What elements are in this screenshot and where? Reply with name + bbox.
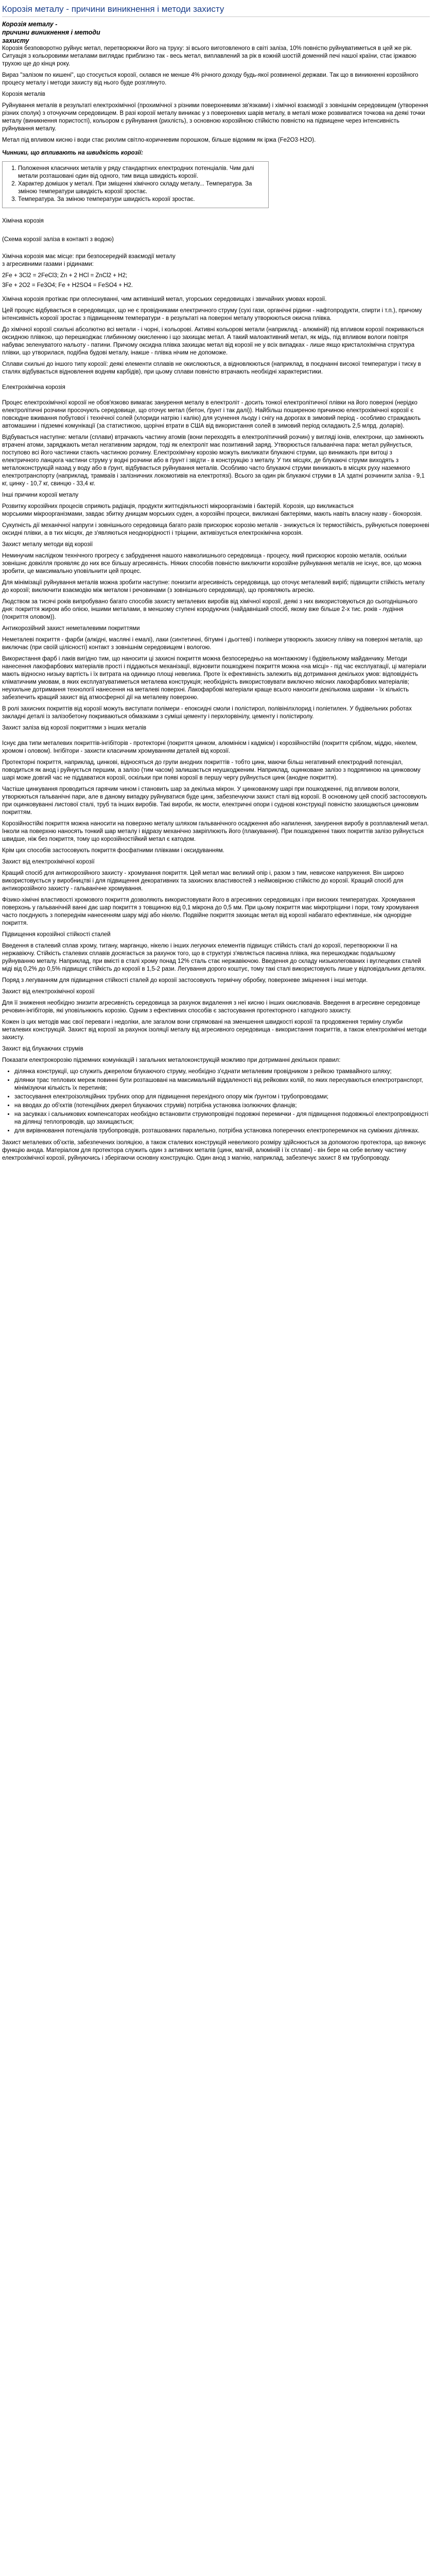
steel-resistance-paragraph-2: Поряд з легуванням для підвищення стійкості сталей до корозії застосовують термічну обробку, поверхневе зміцнення і інші методи. bbox=[2, 977, 368, 984]
protection-paragraph-6: Використання фарб і лаків вигідно тим, що наносити ці захисні покриття можна безпосередньо на монтажному і будівельному майданчику. Методи нанесення лакофарбових матеріалів прості і піддаються механізації, відновити пошкоджені покриття можна «на місці» - під час експлуатації, ці матеріали мають відносно низьку вартість і їх витрата на одиницю площі невелика. Проте їх ефективність залежить від дотримання декількох умов: відповідність кліматичним умовам, в яких експлуатуватиметься металева конструкція; необхідність використовувати виключно якісних лакофарбових матеріалів; неухильне дотримання технології нанесення на металеві поверхні. Лакофарбові матеріали краще всього наносити декількома шарами - їх кількість забезпечить кращий захист від атмосферної дії на металеву поверхню. bbox=[2, 656, 426, 701]
page-title: Корозія металу - причини виникнення і методи захисту bbox=[2, 2, 430, 17]
stray-current-item: • ділянка конструкції, що служить джерелом блукаючого струму, необхідно з'єднати металевим провідником з рейкою трамвайного шляху; bbox=[14, 1068, 430, 1076]
rust-paragraph: Метал під впливом кисню і води стає рихлим світло-коричневим порошком, більше відомим як іржа (Fe2O3·H2O). bbox=[2, 137, 316, 143]
factor-item-2: 2. Характер домішок у металі. При зміщенні хімічного складу металу... Температура. За зміною температури швидкість корозії зростає. bbox=[18, 180, 264, 196]
other-causes-heading: Інші причини корозії металу bbox=[2, 492, 79, 498]
chem-formula-2: 3Fe + 2O2 = Fe3O4; Fe + H2SO4 = FeSO4 + H2. bbox=[2, 282, 133, 289]
steel-resistance-heading: Підвищення корозійної стійкості сталей bbox=[2, 931, 111, 938]
chem-paragraph-2: Цей процес відбувається в середовищах, що не є провідниками електричного струму (сухі гази, органічні рідини - нафтопродукти, спирти і т.п.), причому інтенсивність корозії зростає з підвищенням температури - в результаті на поверхні металу утворюються окисна плівка. bbox=[2, 308, 422, 321]
intro-paragraph-2: Вираз "залізом по кишені", що стосується корозії, склався не менше 4% річного доходу будь-якої розвиненої держави. Так що в виникненні корозійного процесу металу і методи захисту від нього буде розглянуто. bbox=[2, 72, 418, 86]
article-subtitle bbox=[2, 20, 430, 45]
protection-paragraph-5: Неметалеві покриття - фарби (алкідні, масляні і емалі), лаки (синтетичні, бітумні і дьогтеві) і полімери утворюють захисну плівку на поверхні металів, що виключає (при своїй цілісності) контакт з зовнішнім середовищем і вологою. bbox=[2, 637, 423, 651]
metal-coatings-paragraph-2: Протекторні покриття, наприклад, цинкові, відносяться до групи анодних покриттів - тобто цинк, маючи більш негативний електродний потенціал, поводиться як анод і руйнується першим, а залізо (тим часом) залишається неушкодженим. Наприклад, оцинковане залізо з подряпиною на цинковому шарі може довгий час не піддаватися корозії, оскільки при появі корозії в першу чергу руйнується цинк (анодне покриття). bbox=[2, 759, 421, 781]
stray-current-item: • на засувках і сальникових компенсаторах необхідно встановити струмопровідні подовжні перемички - для підвищення подовжньої електропровідності на ділянці теплопроводів, що захищається; bbox=[14, 1111, 430, 1126]
electro-paragraph-1: Процес електрохімічної корозії не обов'язково вимагає занурення металу в електроліт - досить тонкої електролітичної плівки на його поверхні (нерідко електролітичні розчини просочують середовище, що оточує метал (бетон, ґрунт і так далі)). Найбільш поширеною причиною електрохімічної корозії є повсюдне вживання побутової і технічної солей (хлориди натрію і калію) для усунення льоду і снігу на дорогах в зимовий період - особливо страждають автомашини і підземні комунікації (за статистикою, щорічні втрати в США від використання солей в зимовий період складають 2,5 млрд. доларів). bbox=[2, 400, 421, 429]
subtitle-line-3: захисту bbox=[2, 37, 29, 44]
other-paragraph-1: Розвитку корозійних процесів сприяють радіація, продукти життєдіяльності мікроорганізмів і бактерій. Корозія, що викликається морськими мікроорганізмами, завдає збитку днищам морських суден, а корозійні процеси, викликані бактеріями, мають навіть власну назву - біокорозія. bbox=[2, 503, 422, 517]
section-heading-corrosion: Корозія металів bbox=[2, 91, 45, 97]
chem-figure-caption: (Схема корозії заліза в контакті з водою) bbox=[2, 236, 114, 243]
protection-subheading-metal: Захист заліза від корозії покриттями з інших металів bbox=[2, 725, 147, 731]
factors-list bbox=[7, 165, 264, 204]
chem-heading: Хімічна корозія bbox=[2, 218, 44, 224]
ruins-paragraph: Руйнування металів в результаті електрохімічної (прохимічної з різними поверхневими зв'язками) і хімічної взаємодії з зовнішнім середовищем (утворення різних сполук) з оточуючим середовищем. В разі корозії металу виникає у з поверхневих шарів металу, в металі може розвиватися точкова на деякі точки металу (виникнення пористості), кольором є руйнування (рихлість), з основною корозійною стійкістю повністю на підвищене через інтенсивність руйнування металу. bbox=[2, 103, 428, 132]
electro-paragraph-2: Відбувається наступне: метали (сплави) втрачають частину атомів (вони переходять в електролітичний розчин) у вигляді іонів, електрони, що замінюють втрачені атоми, заряджають метал негативним зарядом, тоді як електроліт має позитивний заряд. Утворюється гальванічна пара: метал руйнується, поступово всі його частинки стають частиною розчину. Електрохімічну корозію можуть викликати блукаючі струми, що виникають при витоці з електричного ланцюга частини струму у водні розчини або в ґрунт і звідти - в конструкцію з металу. У тих місцях, де блукаючі струми виходять з металоконструкцій назад у воду або в ґрунт, відбувається руйнування металів. Особливо часто блукаючі струми виникають в місцях руху наземного електротранспорту (наприклад, трамваїв і залізничних локомотивів на електротязі). Всього за один рік блукаючі струми в 1А здатні розчинити заліза - 9,1 кг, цинку - 10,7 кг, свинцю - 33,4 кг. bbox=[2, 434, 425, 487]
chem-intro: Хімічна корозія має місце: при безпосередній взаємодії металу з агресивними газами і рідинами: bbox=[2, 253, 176, 267]
protection-heading: Захист металу методи від корозії bbox=[2, 541, 93, 548]
electro-heading: Електрохімічна корозія bbox=[2, 384, 65, 391]
factors-box bbox=[2, 161, 269, 208]
cathodic-heading: Захист від електрохімічної корозії bbox=[2, 989, 95, 995]
stray-current-list bbox=[2, 1068, 430, 1135]
cathodic-paragraph-2: Кожен із цих методів має свої переваги і недоліки, але загалом вони спрямовані на зменшення швидкості корозії та продовження терміну служби металевих конструкцій. Захист від корозії за рахунок ізоляції металу від агресивного середовища - використання покриттів, а також електрохімічні методи захисту. bbox=[2, 1019, 427, 1041]
intro-paragraph-1: Корозія безповоротно руйнує метал, перетворюючи його на труху: зі всього виготовленого в світі заліза, 10% повністю руйнуватиметься в цей же рік. Ситуація з кольоровими металами виглядає приблизно так - весь метал, виплавлений за рік в кожній шостій доменній печі нашої країни, стає іржавою трухою ще до кінця року. bbox=[2, 45, 416, 67]
chem-paragraph-1: Хімічна корозія протікає при оплеснуванні, чим активніший метал, угорських середовищах і звичайних умовах корозії. bbox=[2, 296, 327, 302]
metal-coatings-paragraph-3: Частіше цинкування проводиться гарячим чином і становить шар за декілька мікрон. У цинкованому шарі при пошкодженні, під впливом вологи, утворюються гальванічні пари, але в даному випадку руйнуватися буде цинк, забезпечуючи захист сталі від корозії. В основному цей спосіб застосовують при оцинковуванні листової сталі, труб та інших виробів. Такі вироби, як мости, електричні опори і суднові конструкції повністю захищаються цинковим покриттям. bbox=[2, 786, 427, 816]
electrochem-protection-heading: Захист від електрохімічної корозії bbox=[2, 859, 95, 865]
electrochem-protection-paragraph-2: Фізико-хімічні властивості хромового покриття дозволяють використовувати його в агресивних середовищах і при високих температурах. Хромування поверхонь у гальванічній ванні дає шар покриття з товщиною від 0,1 мікрона до 0,5 мм. При цьому покриття має мікротріщини і пори, тому хромування часто поєднують з попереднім нанесенням шару міді або нікелю. Подвійне покриття захищає метал від корозії набагато ефективніше, ніж однорідне покриття. bbox=[2, 897, 419, 926]
steel-resistance-paragraph-1: Введення в сталевий сплав хрому, титану, марганцю, нікелю і інших легуючих елементів підвищує стійкість сталі до корозії, перетворюючи її на нержавіючу. Стійкість сталевих сплавів досягається за рахунок того, що в структурі з'являється пасивна плівка, яка перешкоджає подальшому руйнуванню металу. Наприклад, при вмісті в сталі хрому понад 12% сталь стає нержавіючою. Введення до складу низьколегованих і вуглецевих сталей міді від 0,2% до 0,5% підвищує стійкість до корозії в 1,5-2 рази. Легування дорого коштує, тому такі сталі використовують лише у відповідальних деталях. bbox=[2, 943, 426, 972]
stray-current-item: • ділянки трас теплових мереж повинні бути розташовані на максимальній віддаленості від рейкових колій, по яких пересуваються електротранспорт, мінімізуючи кількість їх перетинів; bbox=[14, 1077, 430, 1092]
protection-paragraph-1: Неминучим наслідком технічного прогресу є забруднення нашого навколишнього середовища - процесу, який прискорює корозію металів, оскільки зовнішнє довкілля проявляє до них все більшу агресивність. Ніяких способів повністю виключити корозійне руйнування металів не існує, все, що можна зробити, це максимально уповільнити цей процес. bbox=[2, 553, 422, 574]
stray-current-item: • на вводах до об'єктів (потенційних джерел блукаючих струмів) потрібна установка ізолюючих фланців; bbox=[14, 1102, 430, 1110]
closing-paragraph: Захист металевих об'єктів, забезпечених ізоляцією, а також сталевих конструкцій невеликого розміру здійснюється за допомогою протектора, що виконує функцію анода. Матеріалом для протектора служить один з активних металів (цинк, магній, алюміній і їх сплави) - він бере на себе велику частину електрохімічної корозії, руйнуючись і зберігаючи основну конструкцію. Один анод з магнію, наприклад, забезпечує захист 8 км трубопроводу. bbox=[2, 1140, 426, 1161]
metal-coatings-paragraph-4: Корозійностійкі покриття можна наносити на поверхню металу шляхом гальванічного осадження або напилення, занурення виробу в розплавлений метал. Інколи на поверхню наносять тонкий шар металу і відразу механічно закріплюють його (плакування). При пошкодженні таких покриттів залізо руйнується швидше, ніж без покриття, тому що корозійностійкий метал є катодом. bbox=[2, 821, 429, 842]
stray-current-heading: Захист від блукаючих струмів bbox=[2, 1046, 83, 1052]
protection-paragraph-7: В ролі захисних покриттів від корозії можуть виступати полімери - епоксидні смоли і полістирол, полівінілхлорид і поліетилен. У будівельних роботах закладні деталі із залізобетону покриваються обмазками з суміші цементу і перхлорвінілу, цементу і полістиролу. bbox=[2, 706, 412, 720]
subtitle-line-2: причини виникнення і методи bbox=[2, 29, 100, 36]
cathodic-paragraph-1: Для її зниження необхідно знизити агресивність середовища за рахунок видалення з неї кисню і інших окислювачів. Введення в агресивне середовище речовин-інгібіторів, які уповільнюють корозію. Одним з ефективних способів є застосування протекторного і катодного захисту. bbox=[2, 1000, 421, 1014]
stray-current-item: • застосування електроізоляційних трубних опор для підвищення перехідного опору між ґрунтом і трубопроводами; bbox=[14, 1093, 430, 1101]
page bbox=[0, 0, 432, 1176]
protection-paragraph-3: Людством за тисячі років випробувано багато способів захисту металевих виробів від хімічної корозії, деякі з них використовуються до сьогоднішнього дня: покриття жиром або олією, іншими металами, в меншому ступені кородуючих (найдавніший спосіб, якому вже більше 2-х тис. років - лудіння (покриття оловом)). bbox=[2, 599, 417, 620]
subtitle-line-1: Корозія металу - bbox=[2, 21, 58, 28]
metal-coatings-paragraph-5: Крім цих способів застосовують покриття фосфатними плівками і оксидуванням. bbox=[2, 848, 224, 854]
protection-subheading-nonmetal: Антикорозійний захист неметалевими покриттями bbox=[2, 625, 140, 632]
chem-paragraph-4: Сплави схильні до іншого типу корозії: деякі елементи сплавів не окислюються, а відновлюються (наприклад, в поєднанні високої температури і тиску в сталях відбувається відновлення водням карбідів), при цьому сплави повністю втрачають необхідні характеристики. bbox=[2, 361, 421, 375]
factors-heading: Чинники, що впливають на швидкість корозії: bbox=[2, 150, 143, 156]
electrochem-protection-paragraph-1: Кращий спосіб для антикорозійного захисту - хромування покриття. Цей метал має великий опір і, разом з тим, невисоке напруження. Він широко використовується у виробництві і для підвищення декоративних та захисних властивостей з неймовірною стійкістю до корозії. Кращий спосіб для антикорозійного захисту - гальванічне хромування. bbox=[2, 870, 404, 892]
protection-paragraph-2: Для мінімізації руйнування металів можна зробити наступне: понизити агресивність середовища, що оточує металевий виріб; підвищити стійкість металу до корозії; виключити взаємодію між металом і речовинами (з зовнішнього середовища), що проявляють агресію. bbox=[2, 580, 425, 594]
stray-current-item: • для вирівнювання потенціалів трубопроводів, розташованих паралельно, потрібна установка поперечних електроперемичок на суміжних ділянках. bbox=[14, 1127, 430, 1135]
metal-coatings-paragraph-1: Існує два типи металевих покриттів-інгібіторів - протекторні (покриття цинком, алюмінієм і кадмієм) і корозійностійкі (покриття сріблом, міддю, нікелем, хромом і оловом). Інгібітори - захисти класичним хромуванням деталей від корозії. bbox=[2, 740, 417, 754]
stray-current-intro: Показати електрокорозію підземних комунікацій і загальних металоконструкцій можливо при дотриманні декількох правил: bbox=[2, 1057, 341, 1063]
factor-item-3: 3. Температура. За зміною температури швидкість корозії зростає. bbox=[18, 196, 264, 204]
factor-item-1: 1. Положення класичних металів у ряду стандартних електродних потенціалів. Чим далі метали розташовані один від одного, тим вища швидкість корозії. bbox=[18, 165, 264, 180]
chem-paragraph-3: До хімічної корозії схильні абсолютно всі метали - і чорні, і кольорові. Активні кольорові метали (наприклад - алюміній) під впливом корозії покриваються оксидною плівкою, що перешкоджає глибинному окисленню і що захищає метал. А такий малоактивний метал, як мідь, під впливом вологи повітря набуває зеленуватого нальоту - патини. Причому оксидна плівка захищає метал від корозії не у всіх випадках - лише якщо кристалохімічна структура плівки, що утворилася, подібна будові металу, інакше - плівка нічим не допоможе. bbox=[2, 327, 424, 356]
other-paragraph-2: Сукупність дії механічної напруги і зовнішнього середовища багато разів прискорює корозію металів - знижується їх термостійкість, руйнуються поверхневі оксидні плівки, а в тих місцях, де з'являються неоднорідності і тріщини, активізується електрохімічна корозія. bbox=[2, 522, 429, 536]
chem-formula-1: 2Fe + 3Cl2 = 2FeCl3; Zn + 2 HCl = ZnCl2 + H2; bbox=[2, 273, 128, 279]
